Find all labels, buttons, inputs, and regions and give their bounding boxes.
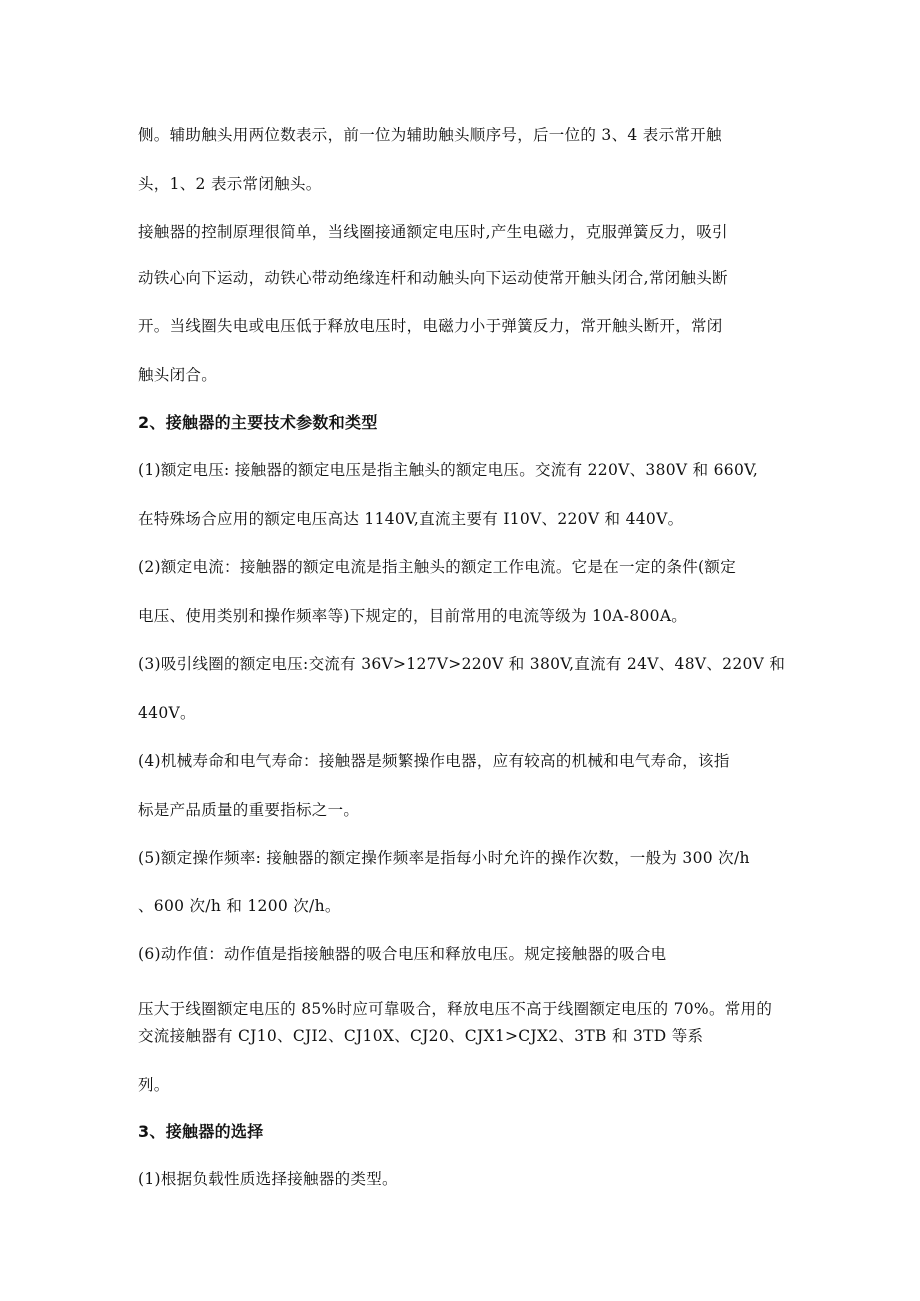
paragraph-line: 、600 次/h 和 1200 次/h。 [138, 897, 341, 915]
section-heading: 3、接触器的选择 [138, 1122, 264, 1141]
paragraph-line: (1)额定电压: 接触器的额定电压是指主触头的额定电压。交流有 220V、380V 和 660V, [138, 461, 759, 479]
paragraph-line: (5)额定操作频率: 接触器的额定操作频率是指每小时允许的操作次数，一般为 300 次/h [138, 849, 750, 867]
paragraph-line: 440V。 [138, 704, 196, 722]
paragraph-line: 头，1、2 表示常闭触头。 [138, 175, 322, 193]
paragraph-line: 侧。辅助触头用两位数表示，前一位为辅助触头顺序号，后一位的 3、4 表示常开触 [138, 126, 722, 144]
paragraph-line: 列。 [138, 1076, 170, 1094]
paragraph-line: 在特殊场合应用的额定电压高达 1140V,直流主要有 I10V、220V 和 440V。 [138, 510, 684, 528]
paragraph-line: 动铁心向下运动，动铁心带动绝缘连杆和动触头向下运动使常开触头闭合,常闭触头断 [138, 269, 728, 287]
paragraph-line: 接触器的控制原理很简单，当线圈接通额定电压时,产生电磁力，克服弹簧反力，吸引 [138, 223, 728, 241]
paragraph-line: (1)根据负载性质选择接触器的类型。 [138, 1170, 398, 1188]
paragraph-line: (6)动作值：动作值是指接触器的吸合电压和释放电压。规定接触器的吸合电 [138, 945, 667, 963]
paragraph-line: 开。当线圈失电或电压低于释放电压时，电磁力小于弹簧反力，常开触头断开，常闭 [138, 317, 723, 335]
paragraph-line: (4)机械寿命和电气寿命：接触器是频繁操作电器，应有较高的机械和电气寿命，该指 [138, 752, 730, 770]
paragraph-line: (3)吸引线圈的额定电压:交流有 36V>127V>220V 和 380V,直流有 24V、48V、220V 和 [138, 655, 786, 673]
section-heading: 2、接触器的主要技术参数和类型 [138, 413, 378, 432]
paragraph-line: 交流接触器有 CJ10、CJI2、CJ10X、CJ20、CJX1>CJX2、3TB 和 3TD 等系 [138, 1027, 704, 1045]
paragraph-line: 压大于线圈额定电压的 85%时应可靠吸合，释放电压不高于线圈额定电压的 70%。常用的 [138, 1000, 773, 1018]
paragraph-line: 电压、使用类别和操作频率等)下规定的，目前常用的电流等级为 10A-800A。 [138, 607, 688, 625]
paragraph-line: 标是产品质量的重要指标之一。 [138, 801, 360, 819]
paragraph-line: (2)额定电流：接触器的额定电流是指主触头的额定工作电流。它是在一定的条件(额定 [138, 558, 737, 576]
paragraph-line: 触头闭合。 [138, 366, 218, 384]
